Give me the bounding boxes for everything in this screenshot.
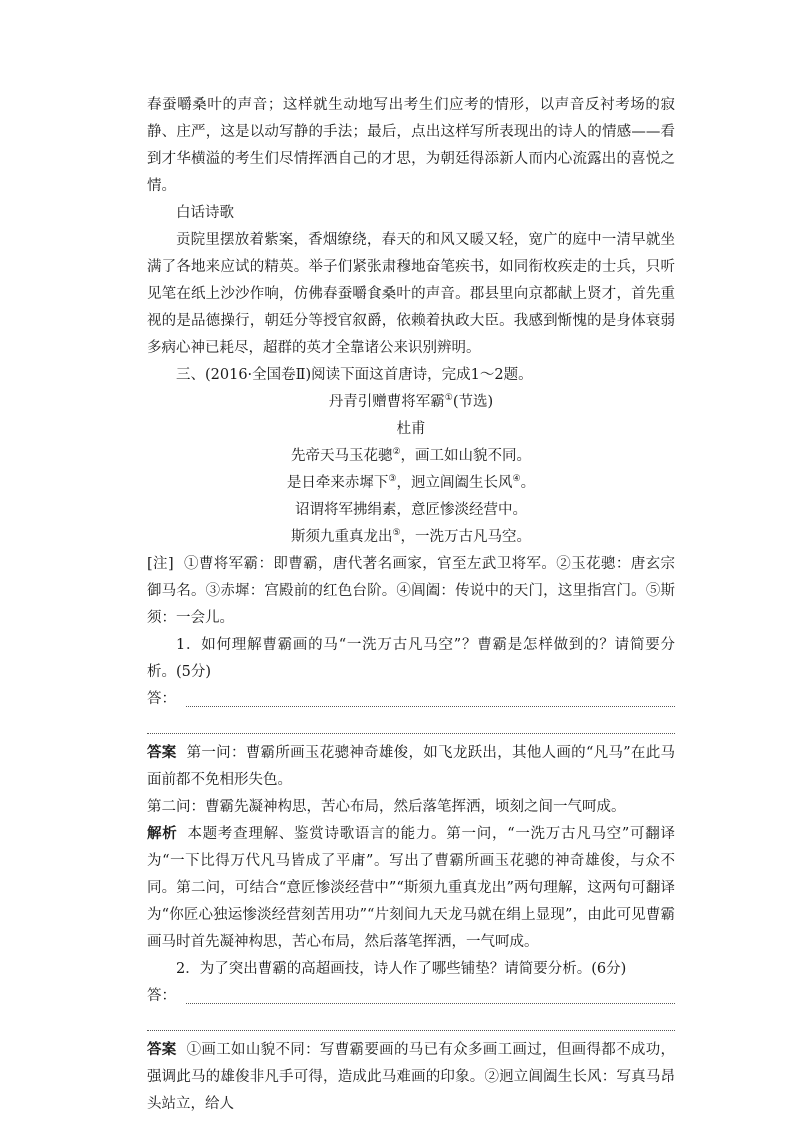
- analysis-key-label: 解析: [147, 826, 178, 842]
- question-1: 1．如何理解曹霸画的马“一洗万古凡马空”？曹霸是怎样做到的？请简要分析。(5分): [147, 637, 675, 680]
- poem-notes: [147, 551, 675, 632]
- answer-text: 第一问：曹霸所画玉花骢神奇雄俊，如飞龙跃出，其他人画的“凡马”在此马面前都不免相形失色。: [147, 745, 676, 788]
- analysis-1: [147, 821, 675, 956]
- answer-1-p2: 第二问：曹霸先凝神构思，苦心布局，然后落笔挥洒，顷刻之间一气呵成。: [147, 799, 626, 815]
- note-text: ①曹将军霸：即曹霸，唐代著名画家，官至左武卫将军。②玉花骢：唐玄宗御马名。③赤墀：宫殿前的红色台阶。④阊阖：传说中的天门，这里指宫门。⑤斯须：一会儿。: [147, 556, 675, 626]
- poem-title-suffix: (节选): [452, 394, 494, 410]
- poem-note-mark: ④: [512, 474, 521, 485]
- answer-2: [147, 1037, 675, 1118]
- poem-line: [147, 497, 675, 524]
- poem-title-text: 丹青引赠曹将军霸: [328, 394, 445, 410]
- poem-note-mark: ⑤: [392, 528, 401, 539]
- answer-blank[interactable]: [147, 719, 675, 734]
- answer-blank[interactable]: [147, 1016, 675, 1031]
- poem-author: 杜甫: [396, 421, 426, 437]
- answer-line-1[interactable]: [147, 686, 675, 713]
- answer-line-2[interactable]: [147, 983, 675, 1010]
- document-page: [147, 92, 675, 1118]
- answer-key-label: 答案: [147, 1042, 177, 1058]
- answer-blank[interactable]: [186, 989, 675, 1004]
- answer-label: 答：: [147, 691, 176, 707]
- poem-line-part: 斯须九重真龙出: [290, 529, 393, 545]
- prev-commentary: 春蚕嚼桑叶的声音；这样就生动地写出考生们应考的情形，以声音反衬考场的寂静、庄严，这是以动写静的手法；最后，点出这样写所表现出的诗人的情感——看到才华横溢的考生们尽情挥洒自己的才思，为朝廷得添新人而内心流露出的喜悦之情。: [147, 97, 675, 194]
- note-label: [注]: [147, 556, 174, 572]
- poem-line-part: 。: [520, 475, 536, 491]
- section3-intro: 三、(2016·全国卷Ⅱ)阅读下面这首唐诗，完成1～2题。: [176, 367, 533, 383]
- answer-label: 答：: [147, 988, 176, 1004]
- poem-line-part: ，一洗万古凡马空。: [400, 529, 532, 545]
- answer-text: ①画工如山貌不同：写曹霸要画的马已有众多画工画过，但画得都不成功，强调此马的雄俊非凡手可得，造成此马难画的印象。②迥立阊阖生长风：写真马昂头站立，给人: [147, 1042, 676, 1112]
- poem-line: [147, 443, 675, 470]
- poem-note-mark: ②: [392, 447, 401, 458]
- poem-line-part: ，迥立阊阖生长风: [396, 475, 513, 491]
- poem-line: [147, 524, 675, 551]
- answer-blank-line[interactable]: [147, 1010, 675, 1037]
- answer-1-p1: [147, 740, 675, 794]
- answer-blank[interactable]: [186, 692, 675, 707]
- question-2: 2．为了突出曹霸的高超画技，诗人作了哪些铺垫？请简要分析。(6分): [176, 961, 627, 977]
- poem-line-part: 是日牵来赤墀下: [286, 475, 389, 491]
- poem-line-part: 诏谓将军拂绢素，意匠惨淡经营中。: [295, 502, 527, 518]
- answer-blank-line[interactable]: [147, 713, 675, 740]
- answer-key-label: 答案: [147, 745, 177, 761]
- poem-title-note-mark: ①: [444, 393, 453, 404]
- baihua-heading: 白话诗歌: [176, 205, 234, 221]
- poem-line: [147, 470, 675, 497]
- analysis-text: 本题考查理解、鉴赏诗歌语言的能力。第一问，“一洗万古凡马空”可翻译为“一下比得万代凡马皆成了平庸”。写出了曹霸所画玉花骢的神奇雄俊，与众不同。第二问，可结合“意匠惨淡经营中”“斯须九重真龙出”两句理解，这两句可翻译为“你匠心独运惨淡经营刻苦用功”“片刻间九天龙马就在绢上显现”，由此可见曹霸画马时首先凝神构思，苦心布局，然后落笔挥洒，一气呵成。: [147, 826, 675, 950]
- poem-line-part: 先帝天马玉花骢: [290, 448, 393, 464]
- poem-line-part: ，画工如山貌不同。: [400, 448, 532, 464]
- poem-title: [147, 389, 675, 416]
- poem-note-mark: ③: [388, 474, 397, 485]
- baihua-text: 贡院里摆放着紫案，香烟缭绕，春天的和风又暖又轻，宽广的庭中一清早就坐满了各地来应试的精英。举子们紧张肃穆地奋笔疾书，如同衔枚疾走的士兵，只听见笔在纸上沙沙作响，仿佛春蚕嚼食桑叶的声音。郡县里向京都献上贤才，首先重视的是品德操行，朝廷分等授官叙爵，依赖着执政大臣。我感到惭愧的是身体衰弱多病心神已耗尽，超群的英才全靠诸公来识别辨明。: [147, 232, 675, 356]
